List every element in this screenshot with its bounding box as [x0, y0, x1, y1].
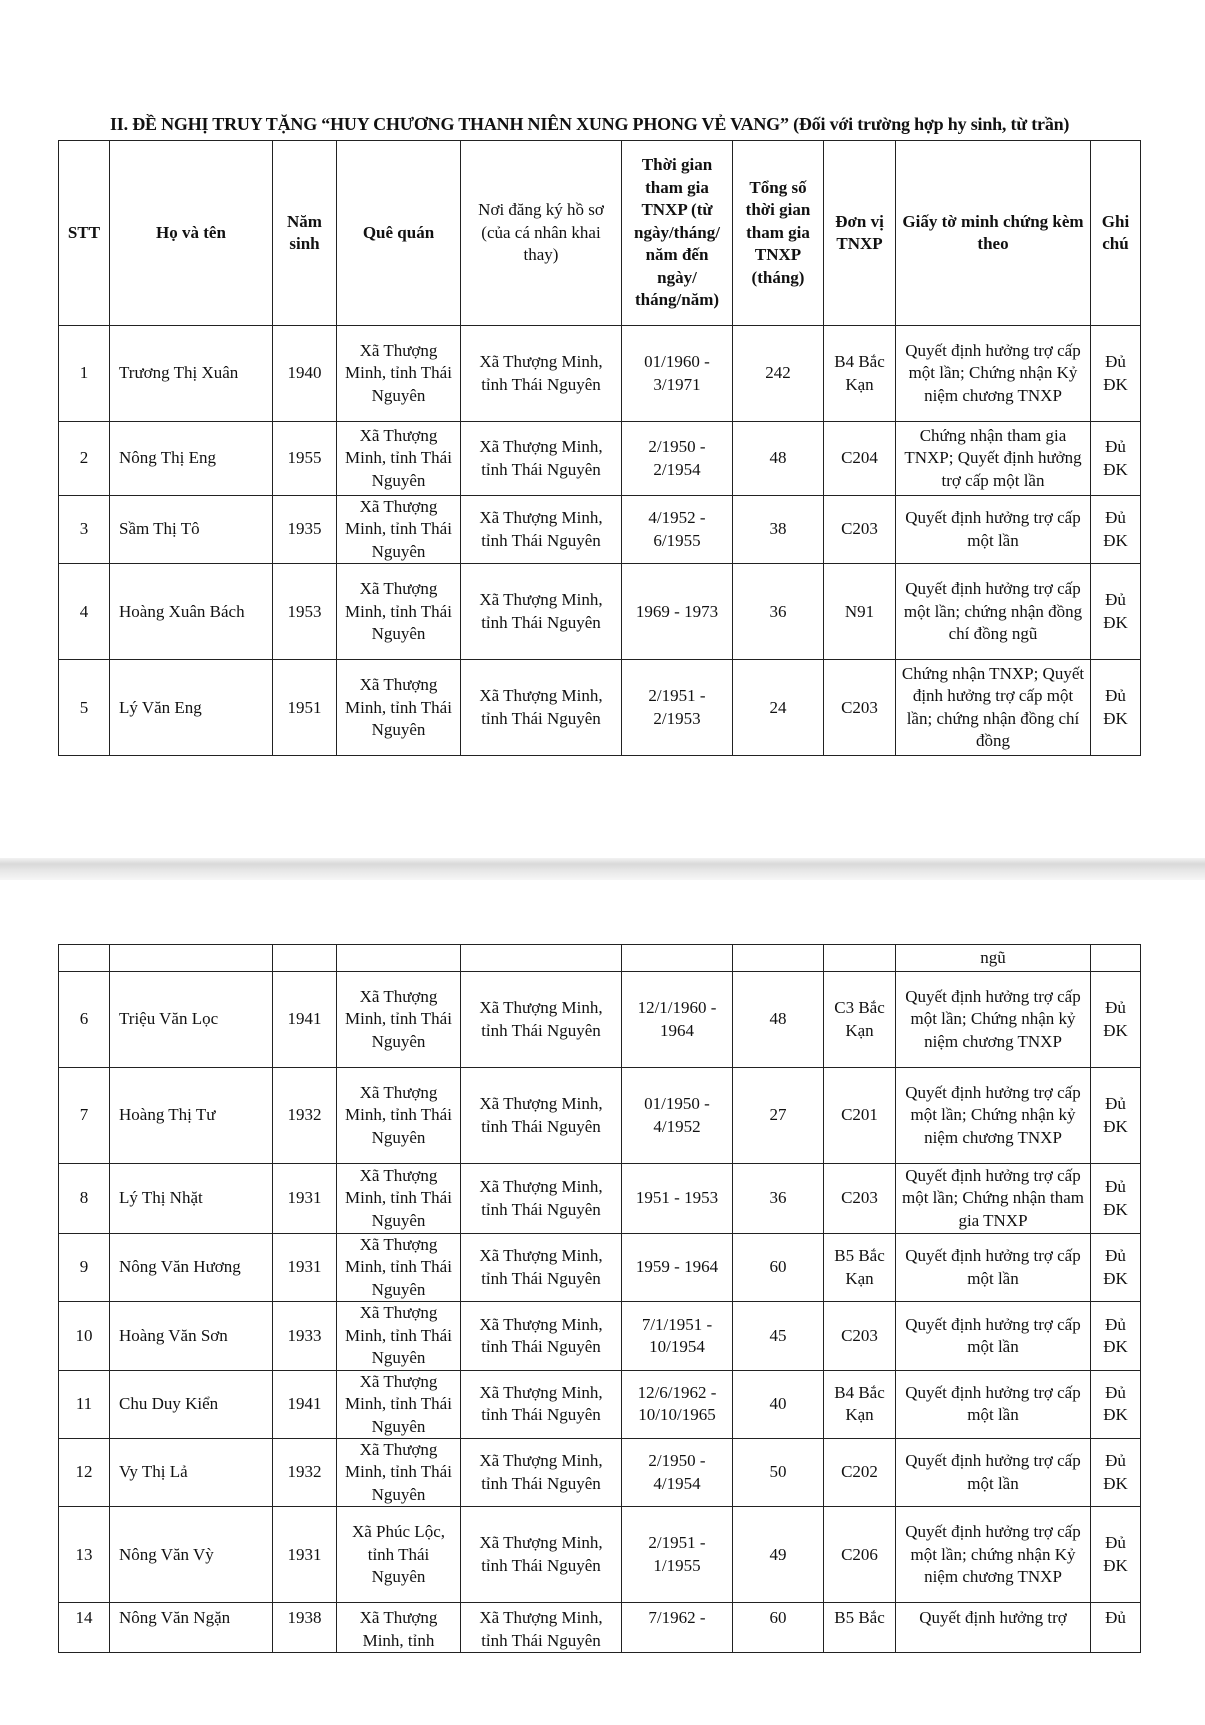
cell-unit: C3 Bắc Kạn [824, 972, 896, 1068]
cell-period: 12/1/1960 - 1964 [622, 972, 733, 1068]
header-unit: Đơn vị TNXP [824, 141, 896, 326]
cell-registration: Xã Thượng Minh, tỉnh Thái Nguyên [461, 972, 622, 1068]
cell-unit: B5 Bắc Kạn [824, 1234, 896, 1302]
header-note: Ghi chú [1091, 141, 1141, 326]
cell-documents: Quyết định hưởng trợ cấp một lần [896, 1302, 1091, 1370]
cell-period: 1959 - 1964 [622, 1234, 733, 1302]
cell-note: Đủ ĐK [1091, 496, 1141, 564]
cell-total-months: 60 [733, 1603, 824, 1653]
cell-stt: 9 [59, 1234, 110, 1302]
cell-hometown: Xã Phúc Lộc, tỉnh Thái Nguyên [337, 1507, 461, 1603]
cell-total-months: 36 [733, 1164, 824, 1234]
table-row [59, 1234, 1141, 1302]
cell-documents: Quyết định hưởng trợ cấp một lần; Chứng nhận kỷ niệm chương TNXP [896, 1068, 1091, 1164]
cell-note: Đủ ĐK [1091, 422, 1141, 496]
cell-stt: 3 [59, 496, 110, 564]
cell-empty [1091, 945, 1141, 972]
cell-period: 01/1960 - 3/1971 [622, 326, 733, 422]
cell-name: Nông Văn Vỳ [110, 1507, 273, 1603]
cell-registration: Xã Thượng Minh, tỉnh Thái Nguyên [461, 1234, 622, 1302]
cell-name: Hoàng Thị Tư [110, 1068, 273, 1164]
cell-hometown: Xã Thượng Minh, tỉnh Thái Nguyên [337, 564, 461, 660]
cell-stt: 5 [59, 660, 110, 756]
cell-birth-year: 1931 [273, 1164, 337, 1234]
cell-documents: Chứng nhận TNXP; Quyết định hưởng trợ cấp một lần; chứng nhận đồng chí đồng [896, 660, 1091, 756]
cell-total-months: 27 [733, 1068, 824, 1164]
cell-note: Đủ ĐK [1091, 1068, 1141, 1164]
cell-registration: Xã Thượng Minh, tỉnh Thái Nguyên [461, 1068, 622, 1164]
cell-empty [337, 945, 461, 972]
cell-documents-continuation: ngũ [896, 945, 1091, 972]
cell-total-months: 36 [733, 564, 824, 660]
cell-registration: Xã Thượng Minh, tỉnh Thái Nguyên [461, 660, 622, 756]
cell-name: Lý Văn Eng [110, 660, 273, 756]
cell-name: Trương Thị Xuân [110, 326, 273, 422]
cell-name: Hoàng Văn Sơn [110, 1302, 273, 1370]
cell-hometown: Xã Thượng Minh, tỉnh Thái Nguyên [337, 1068, 461, 1164]
cell-stt: 6 [59, 972, 110, 1068]
cell-empty [733, 945, 824, 972]
cell-unit: C202 [824, 1438, 896, 1506]
cell-hometown: Xã Thượng Minh, tỉnh Thái Nguyên [337, 496, 461, 564]
cell-documents: Quyết định hưởng trợ cấp một lần; Chứng nhận tham gia TNXP [896, 1164, 1091, 1234]
header-documents: Giấy tờ minh chứng kèm theo [896, 141, 1091, 326]
document-page-2 [0, 880, 1205, 1725]
cell-empty [461, 945, 622, 972]
cell-period: 7/1/1951 - 10/1954 [622, 1302, 733, 1370]
recommendation-table-part-1 [58, 140, 1141, 756]
cell-hometown: Xã Thượng Minh, tỉnh Thái Nguyên [337, 1302, 461, 1370]
cell-period: 2/1951 - 2/1953 [622, 660, 733, 756]
cell-note: Đủ ĐK [1091, 972, 1141, 1068]
table-row [59, 326, 1141, 422]
cell-registration: Xã Thượng Minh, tỉnh Thái Nguyên [461, 422, 622, 496]
cell-note: Đủ ĐK [1091, 1164, 1141, 1234]
cell-birth-year: 1953 [273, 564, 337, 660]
cell-empty [622, 945, 733, 972]
cell-period: 2/1951 - 1/1955 [622, 1507, 733, 1603]
cell-registration: Xã Thượng Minh, tỉnh Thái Nguyên [461, 1370, 622, 1438]
continuation-row [59, 945, 1141, 972]
cell-stt: 7 [59, 1068, 110, 1164]
table-body-part-2 [59, 945, 1141, 1653]
cell-birth-year: 1941 [273, 972, 337, 1068]
cell-note: Đủ [1091, 1603, 1141, 1653]
table-row [59, 1164, 1141, 1234]
cell-unit: C201 [824, 1068, 896, 1164]
cell-total-months: 242 [733, 326, 824, 422]
cell-stt: 12 [59, 1438, 110, 1506]
cell-unit: C203 [824, 1164, 896, 1234]
table-row [59, 660, 1141, 756]
cell-documents: Quyết định hưởng trợ cấp một lần; Chứng nhận kỷ niệm chương TNXP [896, 972, 1091, 1068]
cell-note: Đủ ĐK [1091, 326, 1141, 422]
table-row [59, 1370, 1141, 1438]
cell-note: Đủ ĐK [1091, 1234, 1141, 1302]
cell-note: Đủ ĐK [1091, 1507, 1141, 1603]
cell-birth-year: 1931 [273, 1234, 337, 1302]
cell-empty [59, 945, 110, 972]
cell-total-months: 38 [733, 496, 824, 564]
cell-total-months: 48 [733, 422, 824, 496]
table-row [59, 972, 1141, 1068]
cell-birth-year: 1933 [273, 1302, 337, 1370]
page-separator [0, 858, 1205, 880]
cell-hometown: Xã Thượng Minh, tỉnh [337, 1603, 461, 1653]
cell-birth-year: 1938 [273, 1603, 337, 1653]
cell-period: 2/1950 - 4/1954 [622, 1438, 733, 1506]
cell-documents: Quyết định hưởng trợ cấp một lần; Chứng nhận Kỷ niệm chương TNXP [896, 326, 1091, 422]
header-hometown: Quê quán [337, 141, 461, 326]
cell-note: Đủ ĐK [1091, 1370, 1141, 1438]
cell-documents: Chứng nhận tham gia TNXP; Quyết định hưởng trợ cấp một lần [896, 422, 1091, 496]
cell-birth-year: 1932 [273, 1068, 337, 1164]
cell-birth-year: 1940 [273, 326, 337, 422]
table-body-part-1 [59, 326, 1141, 756]
cell-period: 12/6/1962 - 10/10/1965 [622, 1370, 733, 1438]
cell-birth-year: 1941 [273, 1370, 337, 1438]
cell-unit: B4 Bắc Kạn [824, 1370, 896, 1438]
cell-hometown: Xã Thượng Minh, tỉnh Thái Nguyên [337, 326, 461, 422]
cell-stt: 8 [59, 1164, 110, 1234]
cell-registration: Xã Thượng Minh, tỉnh Thái Nguyên [461, 1164, 622, 1234]
cell-note: Đủ ĐK [1091, 1438, 1141, 1506]
cell-note: Đủ ĐK [1091, 660, 1141, 756]
cell-stt: 14 [59, 1603, 110, 1653]
cell-empty [824, 945, 896, 972]
cell-name: Vy Thị Lả [110, 1438, 273, 1506]
cell-registration: Xã Thượng Minh, tỉnh Thái Nguyên [461, 1507, 622, 1603]
cell-unit: C203 [824, 1302, 896, 1370]
cell-documents: Quyết định hưởng trợ cấp một lần; chứng nhận Kỷ niệm chương TNXP [896, 1507, 1091, 1603]
cell-unit: B4 Bắc Kạn [824, 326, 896, 422]
cell-birth-year: 1931 [273, 1507, 337, 1603]
cell-total-months: 40 [733, 1370, 824, 1438]
cell-hometown: Xã Thượng Minh, tỉnh Thái Nguyên [337, 1164, 461, 1234]
cell-documents: Quyết định hưởng trợ [896, 1603, 1091, 1653]
cell-unit: B5 Bắc [824, 1603, 896, 1653]
header-stt: STT [59, 141, 110, 326]
cell-registration: Xã Thượng Minh, tỉnh Thái Nguyên [461, 1603, 622, 1653]
document-page-1 [0, 0, 1205, 858]
cell-total-months: 49 [733, 1507, 824, 1603]
cell-stt: 4 [59, 564, 110, 660]
cell-note: Đủ ĐK [1091, 564, 1141, 660]
cell-birth-year: 1951 [273, 660, 337, 756]
section-title: II. ĐỀ NGHỊ TRUY TẶNG “HUY CHƯƠNG THANH NIÊN XUNG PHONG VẺ VANG” (Đối với trường hợp hy sinh, từ trần) [110, 114, 1070, 134]
cell-hometown: Xã Thượng Minh, tỉnh Thái Nguyên [337, 422, 461, 496]
table-header-row [59, 141, 1141, 326]
cell-stt: 11 [59, 1370, 110, 1438]
table-row [59, 422, 1141, 496]
cell-unit: C204 [824, 422, 896, 496]
cell-birth-year: 1932 [273, 1438, 337, 1506]
header-total-months: Tổng số thời gian tham gia TNXP (tháng) [733, 141, 824, 326]
header-name: Họ và tên [110, 141, 273, 326]
cell-hometown: Xã Thượng Minh, tỉnh Thái Nguyên [337, 1234, 461, 1302]
table-row [59, 1603, 1141, 1653]
cell-name: Lý Thị Nhặt [110, 1164, 273, 1234]
cell-hometown: Xã Thượng Minh, tỉnh Thái Nguyên [337, 1370, 461, 1438]
table-row [59, 564, 1141, 660]
cell-documents: Quyết định hưởng trợ cấp một lần [896, 1234, 1091, 1302]
cell-total-months: 48 [733, 972, 824, 1068]
table-row [59, 1507, 1141, 1603]
cell-period: 1969 - 1973 [622, 564, 733, 660]
cell-name: Hoàng Xuân Bách [110, 564, 273, 660]
cell-hometown: Xã Thượng Minh, tỉnh Thái Nguyên [337, 1438, 461, 1506]
cell-empty [273, 945, 337, 972]
header-birth-year: Năm sinh [273, 141, 337, 326]
cell-documents: Quyết định hưởng trợ cấp một lần [896, 496, 1091, 564]
cell-stt: 2 [59, 422, 110, 496]
recommendation-table-part-2 [58, 944, 1141, 1653]
cell-registration: Xã Thượng Minh, tỉnh Thái Nguyên [461, 564, 622, 660]
cell-birth-year: 1955 [273, 422, 337, 496]
cell-registration: Xã Thượng Minh, tỉnh Thái Nguyên [461, 1438, 622, 1506]
cell-registration: Xã Thượng Minh, tỉnh Thái Nguyên [461, 326, 622, 422]
cell-name: Chu Duy Kiển [110, 1370, 273, 1438]
cell-total-months: 60 [733, 1234, 824, 1302]
table-row [59, 496, 1141, 564]
cell-name: Triệu Văn Lọc [110, 972, 273, 1068]
cell-stt: 13 [59, 1507, 110, 1603]
cell-stt: 10 [59, 1302, 110, 1370]
cell-unit: C206 [824, 1507, 896, 1603]
table-row [59, 1302, 1141, 1370]
header-registration: Nơi đăng ký hồ sơ (của cá nhân khai thay) [461, 141, 622, 326]
cell-documents: Quyết định hưởng trợ cấp một lần [896, 1370, 1091, 1438]
cell-hometown: Xã Thượng Minh, tỉnh Thái Nguyên [337, 660, 461, 756]
cell-documents: Quyết định hưởng trợ cấp một lần [896, 1438, 1091, 1506]
cell-unit: C203 [824, 660, 896, 756]
cell-name: Nông Văn Ngặn [110, 1603, 273, 1653]
table-row [59, 1068, 1141, 1164]
cell-period: 7/1962 - [622, 1603, 733, 1653]
cell-registration: Xã Thượng Minh, tỉnh Thái Nguyên [461, 1302, 622, 1370]
cell-period: 1951 - 1953 [622, 1164, 733, 1234]
cell-registration: Xã Thượng Minh, tỉnh Thái Nguyên [461, 496, 622, 564]
cell-period: 4/1952 - 6/1955 [622, 496, 733, 564]
cell-unit: C203 [824, 496, 896, 564]
cell-birth-year: 1935 [273, 496, 337, 564]
header-period: Thời gian tham gia TNXP (từ ngày/tháng/ năm đến ngày/ tháng/năm) [622, 141, 733, 326]
cell-period: 01/1950 - 4/1952 [622, 1068, 733, 1164]
cell-total-months: 24 [733, 660, 824, 756]
cell-name: Nông Văn Hương [110, 1234, 273, 1302]
cell-empty [110, 945, 273, 972]
cell-total-months: 50 [733, 1438, 824, 1506]
cell-unit: N91 [824, 564, 896, 660]
cell-note: Đủ ĐK [1091, 1302, 1141, 1370]
cell-stt: 1 [59, 326, 110, 422]
cell-name: Sầm Thị Tô [110, 496, 273, 564]
cell-hometown: Xã Thượng Minh, tỉnh Thái Nguyên [337, 972, 461, 1068]
cell-total-months: 45 [733, 1302, 824, 1370]
table-row [59, 1438, 1141, 1506]
cell-period: 2/1950 - 2/1954 [622, 422, 733, 496]
cell-name: Nông Thị Eng [110, 422, 273, 496]
cell-documents: Quyết định hưởng trợ cấp một lần; chứng nhận đồng chí đồng ngũ [896, 564, 1091, 660]
